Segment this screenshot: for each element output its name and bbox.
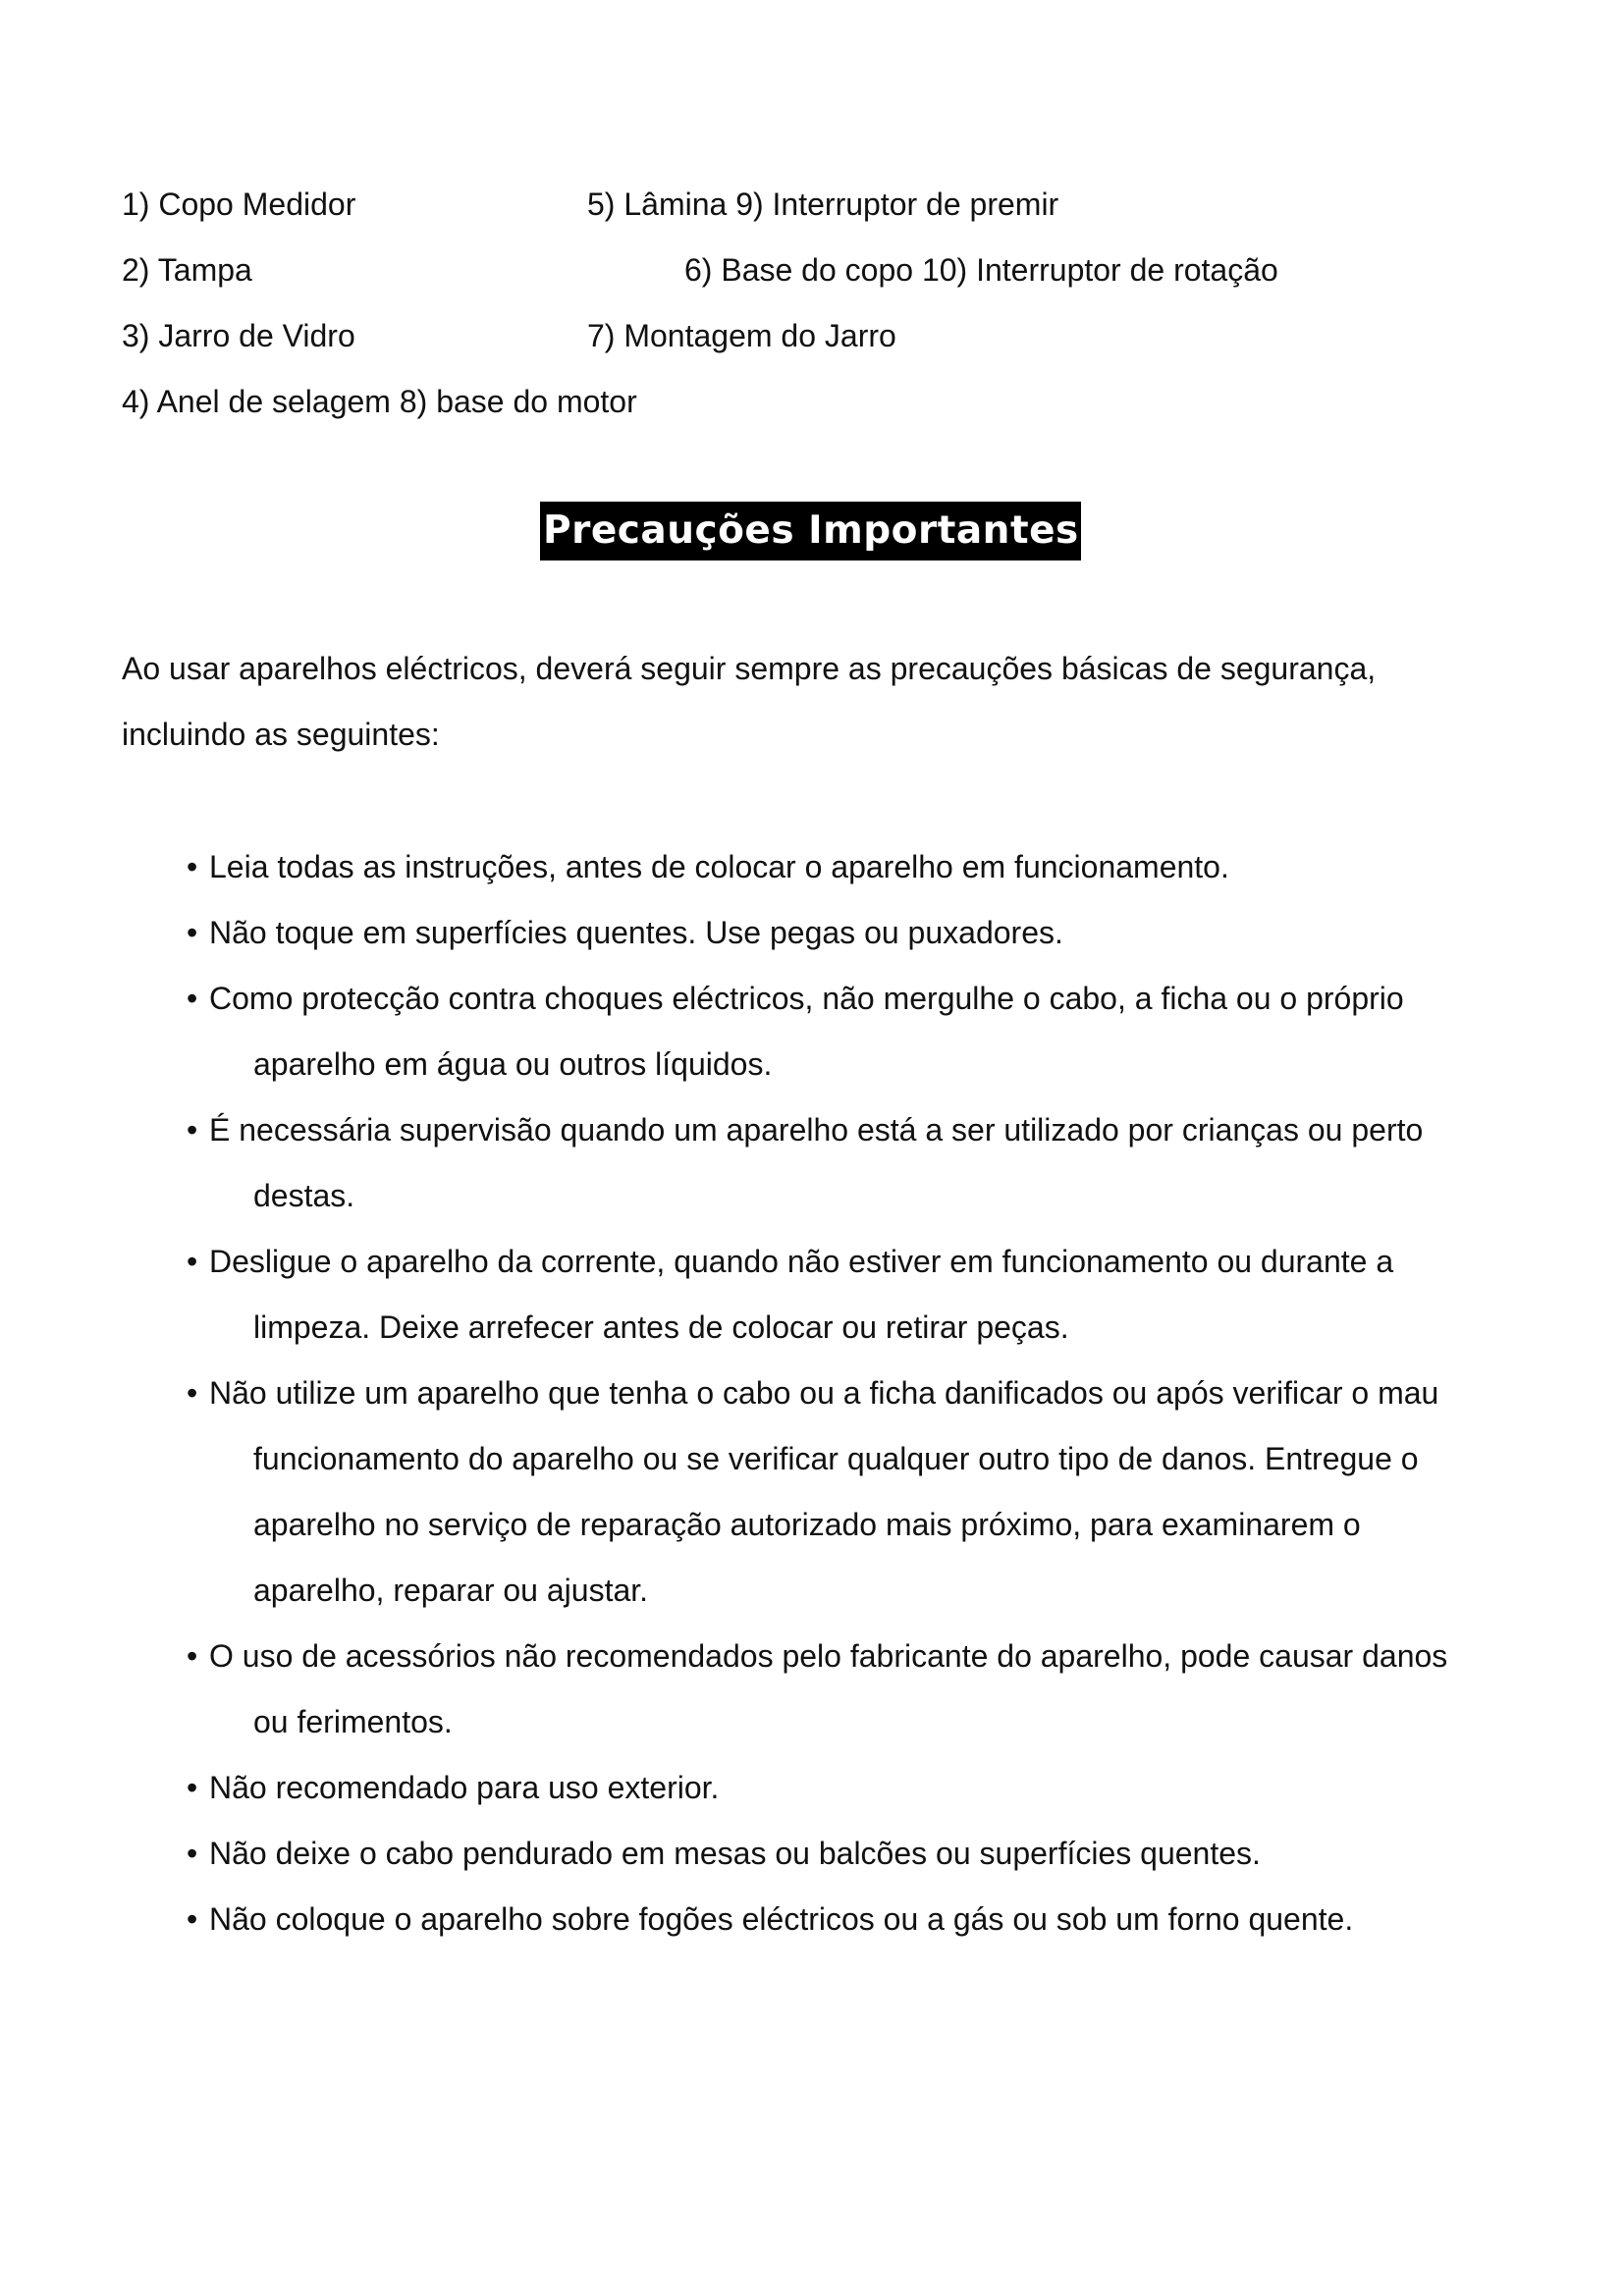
precaution-item bbox=[187, 1624, 1522, 1755]
precaution-item bbox=[187, 834, 1522, 900]
part-item-6-10: 6) Base do copo 10) Interruptor de rotação bbox=[684, 252, 1278, 288]
bullet-icon: • bbox=[187, 1112, 198, 1148]
precaution-item bbox=[187, 1755, 1522, 1821]
part-item-7: 7) Montagem do Jarro bbox=[587, 318, 896, 353]
precaution-text-line: destas. bbox=[253, 1178, 355, 1213]
precaution-text-line: Não deixe o cabo pendurado em mesas ou balcões ou superfícies quentes. bbox=[209, 1836, 1261, 1871]
bullet-icon: • bbox=[187, 915, 198, 950]
precaution-text-line: Leia todas as instruções, antes de colocar o aparelho em funcionamento. bbox=[209, 849, 1229, 884]
bullet-icon: • bbox=[187, 1836, 198, 1871]
precaution-item bbox=[187, 966, 1522, 1097]
bullet-icon: • bbox=[187, 981, 198, 1016]
part-item-4-8: 4) Anel de selagem 8) base do motor bbox=[122, 384, 637, 419]
precaution-text-line: Não toque em superfícies quentes. Use pegas ou puxadores. bbox=[209, 915, 1063, 950]
precautions-list bbox=[187, 834, 1522, 1952]
bullet-icon: • bbox=[187, 849, 198, 884]
precaution-text-line: funcionamento do aparelho ou se verificar qualquer outro tipo de danos. Entregue o bbox=[253, 1441, 1419, 1476]
precaution-text-line: limpeza. Deixe arrefecer antes de colocar ou retirar peças. bbox=[253, 1309, 1069, 1345]
part-item-5-9: 5) Lâmina 9) Interruptor de premir bbox=[587, 187, 1059, 222]
precaution-item bbox=[187, 1361, 1522, 1624]
precaution-text-line: Não coloque o aparelho sobre fogões eléctricos ou a gás ou sob um forno quente. bbox=[209, 1901, 1354, 1937]
precaution-text-line: ou ferimentos. bbox=[253, 1704, 453, 1739]
precaution-item bbox=[187, 1821, 1522, 1887]
bullet-icon: • bbox=[187, 1375, 198, 1411]
precaution-text-line: Não utilize um aparelho que tenha o cabo ou a ficha danificados ou após verificar o mau bbox=[209, 1375, 1439, 1411]
precaution-text-line: É necessária supervisão quando um aparelho está a ser utilizado por crianças ou perto bbox=[209, 1112, 1424, 1148]
bullet-icon: • bbox=[187, 1770, 198, 1805]
precaution-item bbox=[187, 1229, 1522, 1361]
section-heading: Precauções Importantes bbox=[540, 502, 1081, 561]
part-item-1: 1) Copo Medidor bbox=[122, 187, 356, 222]
section-heading-wrap bbox=[540, 502, 1081, 561]
precaution-item bbox=[187, 1097, 1522, 1229]
intro-line-1: Ao usar aparelhos eléctricos, deverá seguir sempre as precauções básicas de segurança, bbox=[122, 651, 1377, 686]
precaution-text-line: Não recomendado para uso exterior. bbox=[209, 1770, 720, 1805]
intro-line-2: incluindo as seguintes: bbox=[122, 717, 440, 752]
intro-paragraph bbox=[122, 636, 1516, 768]
precaution-text-line: aparelho, reparar ou ajustar. bbox=[253, 1573, 649, 1608]
precaution-text-line: aparelho no serviço de reparação autorizado mais próximo, para examinarem o bbox=[253, 1507, 1361, 1542]
precaution-item bbox=[187, 1887, 1522, 1952]
precaution-text-line: aparelho em água ou outros líquidos. bbox=[253, 1046, 773, 1082]
precaution-item bbox=[187, 900, 1522, 966]
bullet-icon: • bbox=[187, 1638, 198, 1674]
bullet-icon: • bbox=[187, 1901, 198, 1937]
precaution-text-line: O uso de acessórios não recomendados pelo fabricante do aparelho, pode causar danos bbox=[209, 1638, 1448, 1674]
part-item-3: 3) Jarro de Vidro bbox=[122, 318, 355, 353]
bullet-icon: • bbox=[187, 1244, 198, 1279]
part-item-2: 2) Tampa bbox=[122, 252, 252, 288]
precaution-text-line: Como protecção contra choques eléctricos, não mergulhe o cabo, a ficha ou o próprio bbox=[209, 981, 1404, 1016]
precaution-text-line: Desligue o aparelho da corrente, quando não estiver em funcionamento ou durante a bbox=[209, 1244, 1394, 1279]
